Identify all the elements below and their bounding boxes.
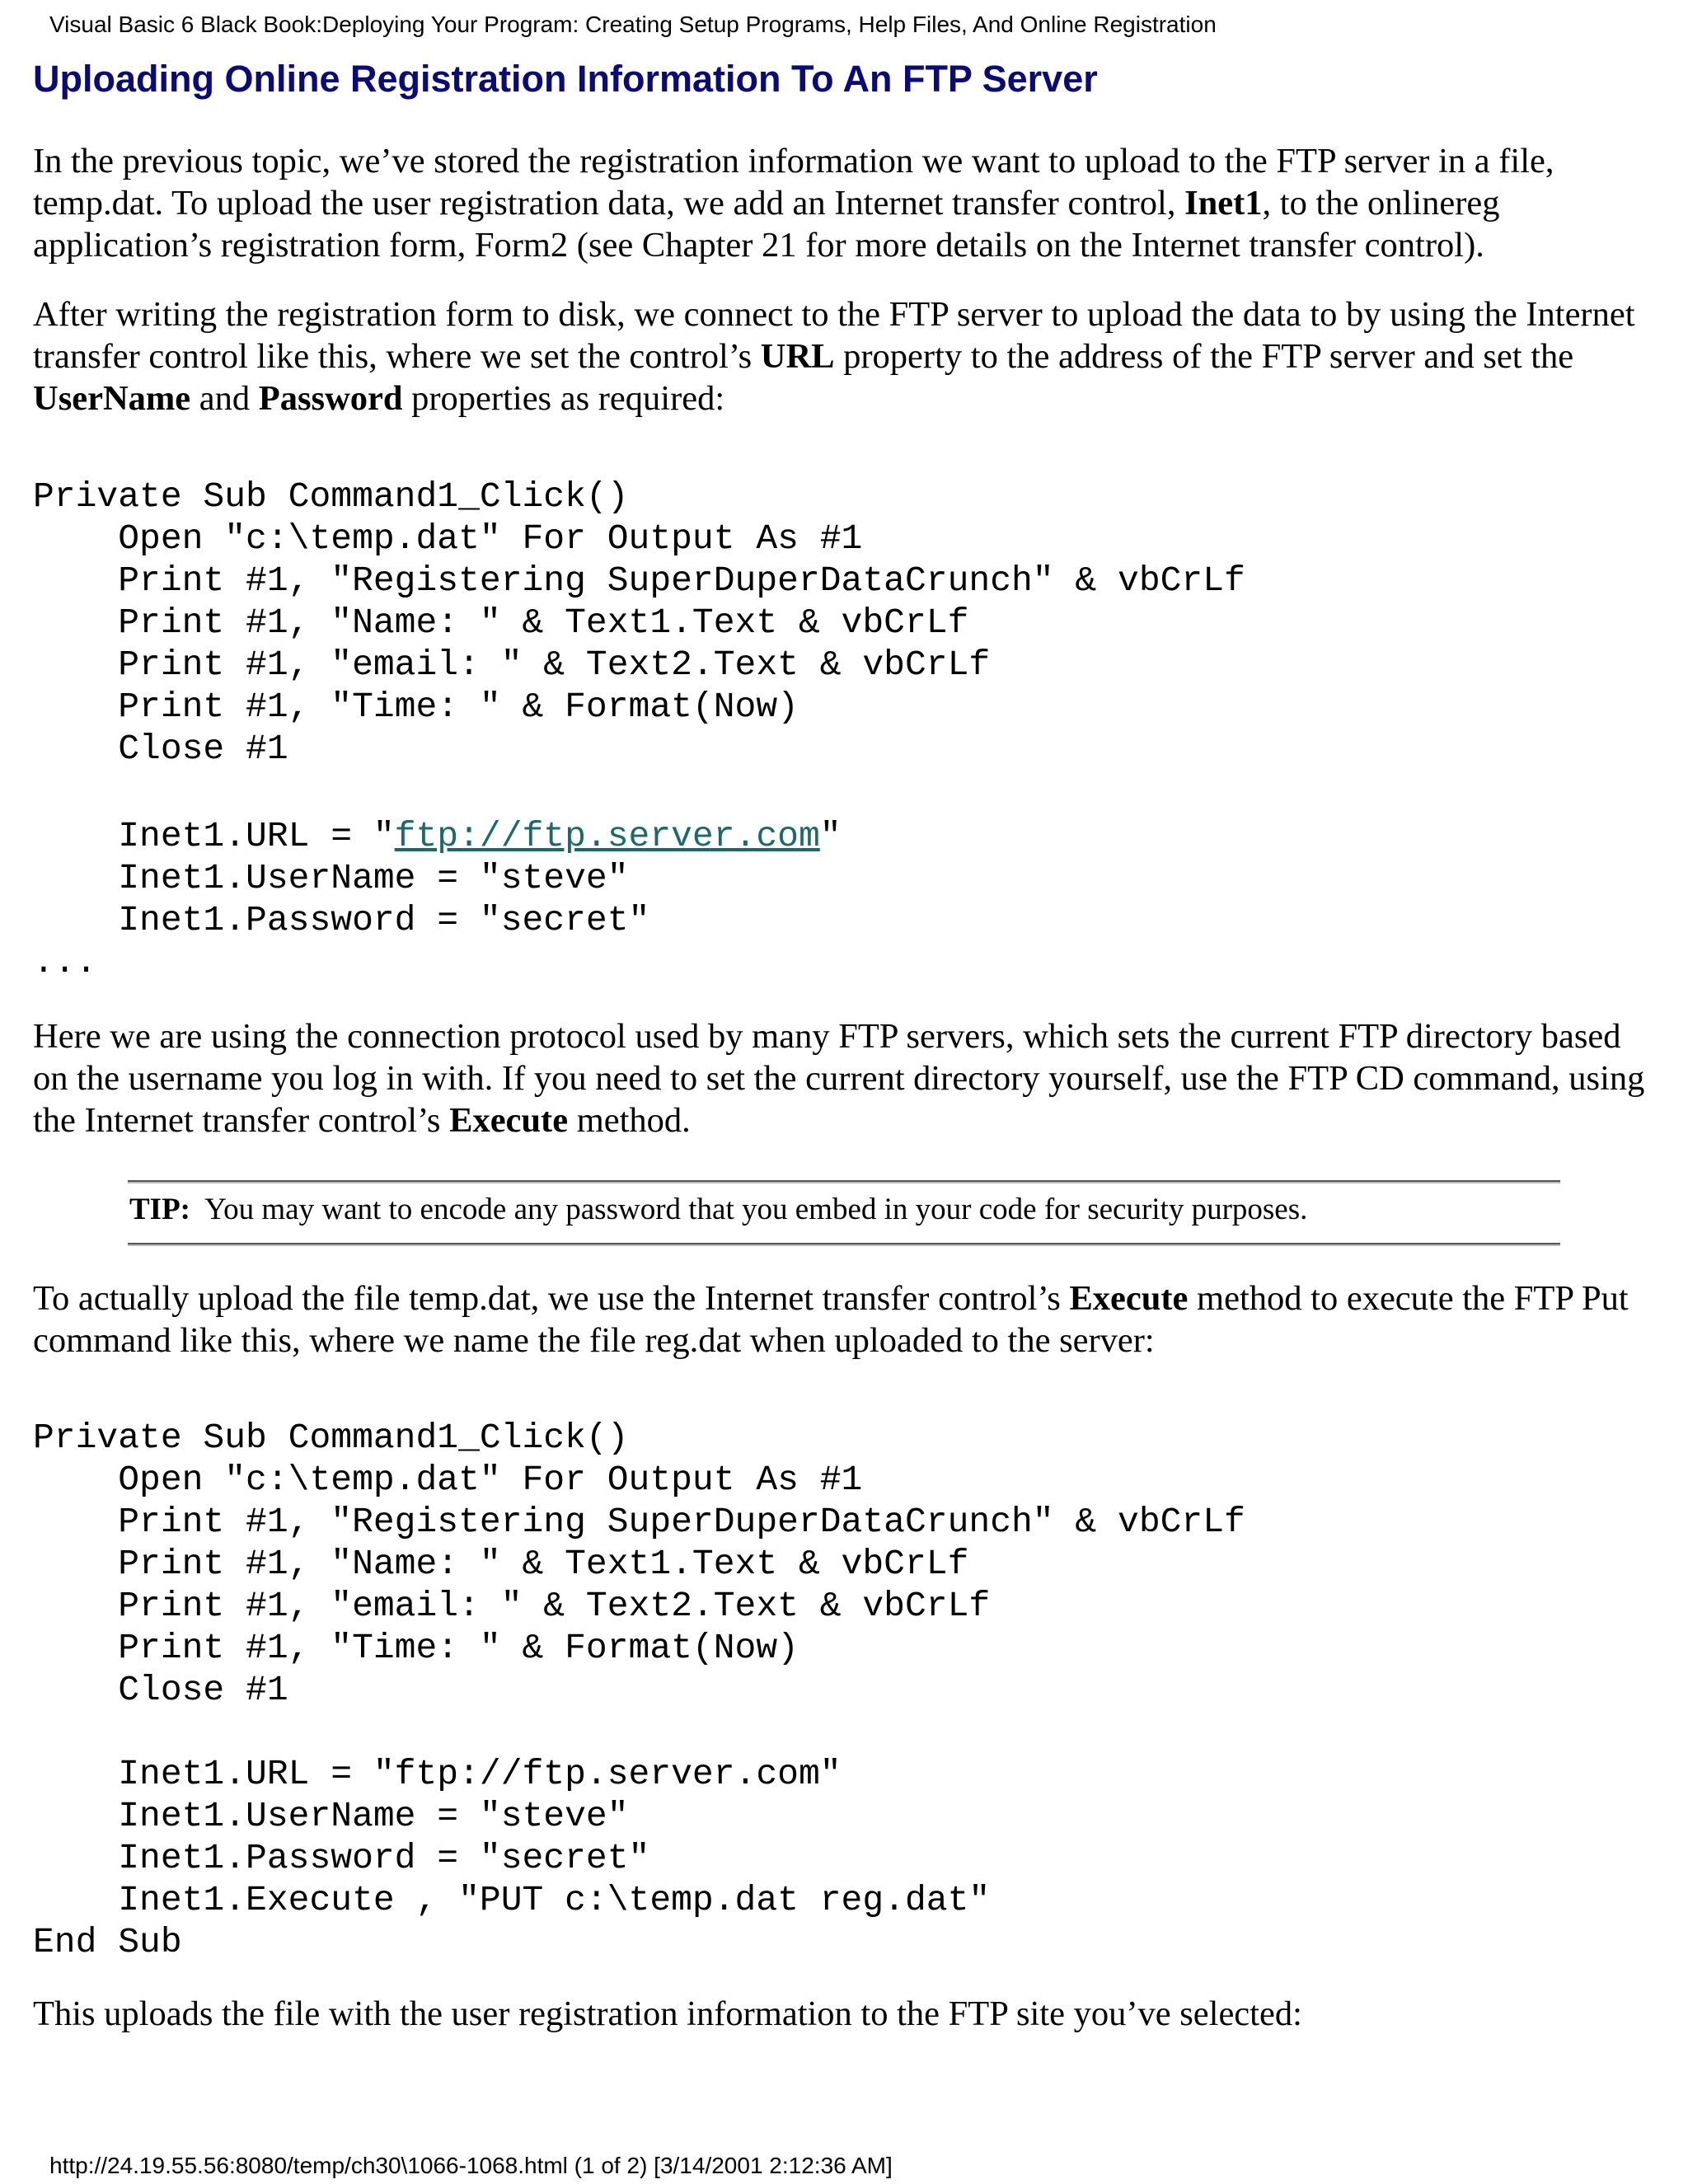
text: method to execute the FTP Put command like this, where we name the file reg.dat when uploaded to the server:	[33, 1279, 1629, 1360]
text: and	[190, 379, 259, 418]
bold-term: Execute	[449, 1101, 569, 1140]
tip-label: TIP:	[129, 1193, 190, 1226]
code-lines: Inet1.UserName = "steve" Inet1.Password = "secret" ...	[33, 858, 650, 982]
text: After writing the registration form to disk, we connect to the FTP server to upload the data to by using the Internet transfer control like this, where we set the control’s	[33, 295, 1635, 376]
bold-term: Execute	[1069, 1279, 1189, 1318]
text: In the previous topic, we’ve stored the registration information we want to upload to the FTP server in a file, temp.dat. To upload the user registration data, we add an Internet transfer control,	[33, 142, 1554, 223]
text: Here we are using the connection protocol used by many FTP servers, which sets the current FTP directory based on the username you log in with. If you need to set the current directory yourself, use the FTP CD command, using the Internet transfer control’s	[33, 1017, 1645, 1140]
text: To actually upload the file temp.dat, we use the Internet transfer control’s	[33, 1279, 1070, 1318]
text: method.	[568, 1101, 691, 1140]
page-title: Uploading Online Registration Information To An FTP Server	[33, 58, 1098, 100]
bold-term: Password	[258, 379, 403, 418]
bold-term: UserName	[33, 379, 191, 418]
text: , to the onlinereg application’s registration form, Form2 (see Chapter 21 for more details on the Internet transfer control).	[33, 184, 1500, 265]
text: This uploads the file with the user registration information to the FTP site you’ve selected:	[33, 1994, 1302, 2033]
code-text: "	[819, 816, 842, 856]
bold-term: URL	[760, 337, 835, 376]
code-block-connect	[33, 476, 1245, 983]
paragraph-connect	[33, 293, 1661, 419]
paragraph-result	[33, 1993, 1661, 2035]
paragraph-upload	[33, 1277, 1661, 1361]
page-header: Visual Basic 6 Black Book:Deploying Your Program: Creating Setup Programs, Help Files, And Online Registration	[49, 12, 1217, 37]
tip-text: You may want to encode any password that you embed in your code for security purposes.	[204, 1193, 1308, 1226]
paragraph-protocol	[33, 1015, 1661, 1141]
code-block-upload: Private Sub Command1_Click() Open "c:\temp.dat" For Output As #1 Print #1, "Registering SuperDuperDataCrunch" & vbCrLf Print #1, "Name: " & Text1.Text & vbCrLf Print #1, "email: " & Text2.Text & vbCrLf Print #1, "Time: " & Format(Now) Close #1 Inet1.URL = "ftp://ftp.server.com" Inet1.UserName = "steve" Inet1.Password = "secret" Inet1.Execute , "PUT c:\temp.dat reg.dat" End Sub	[33, 1418, 1245, 1962]
page-footer: http://24.19.55.56:8080/temp/ch30\1066-1068.html (1 of 2) [3/14/2001 2:12:36 AM]	[49, 2153, 893, 2178]
bold-term: Inet1	[1184, 184, 1263, 223]
text: properties as required:	[402, 379, 725, 418]
code-url-line	[33, 812, 842, 854]
tip-box	[128, 1180, 1560, 1244]
code-text: Inet1.URL = "	[33, 816, 395, 856]
code-lines: Private Sub Command1_Click() Open "c:\temp.dat" For Output As #1 Print #1, "Registering SuperDuperDataCrunch" & vbCrLf Print #1, "Name: " & Text1.Text & vbCrLf Print #1, "email: " & Text2.Text & vbCrLf Print #1, "Time: " & Format(Now) Close #1	[33, 476, 1245, 769]
text: property to the address of the FTP server and set the	[834, 337, 1574, 376]
ftp-link[interactable]: ftp://ftp.server.com	[394, 816, 820, 856]
paragraph-intro	[33, 140, 1661, 266]
